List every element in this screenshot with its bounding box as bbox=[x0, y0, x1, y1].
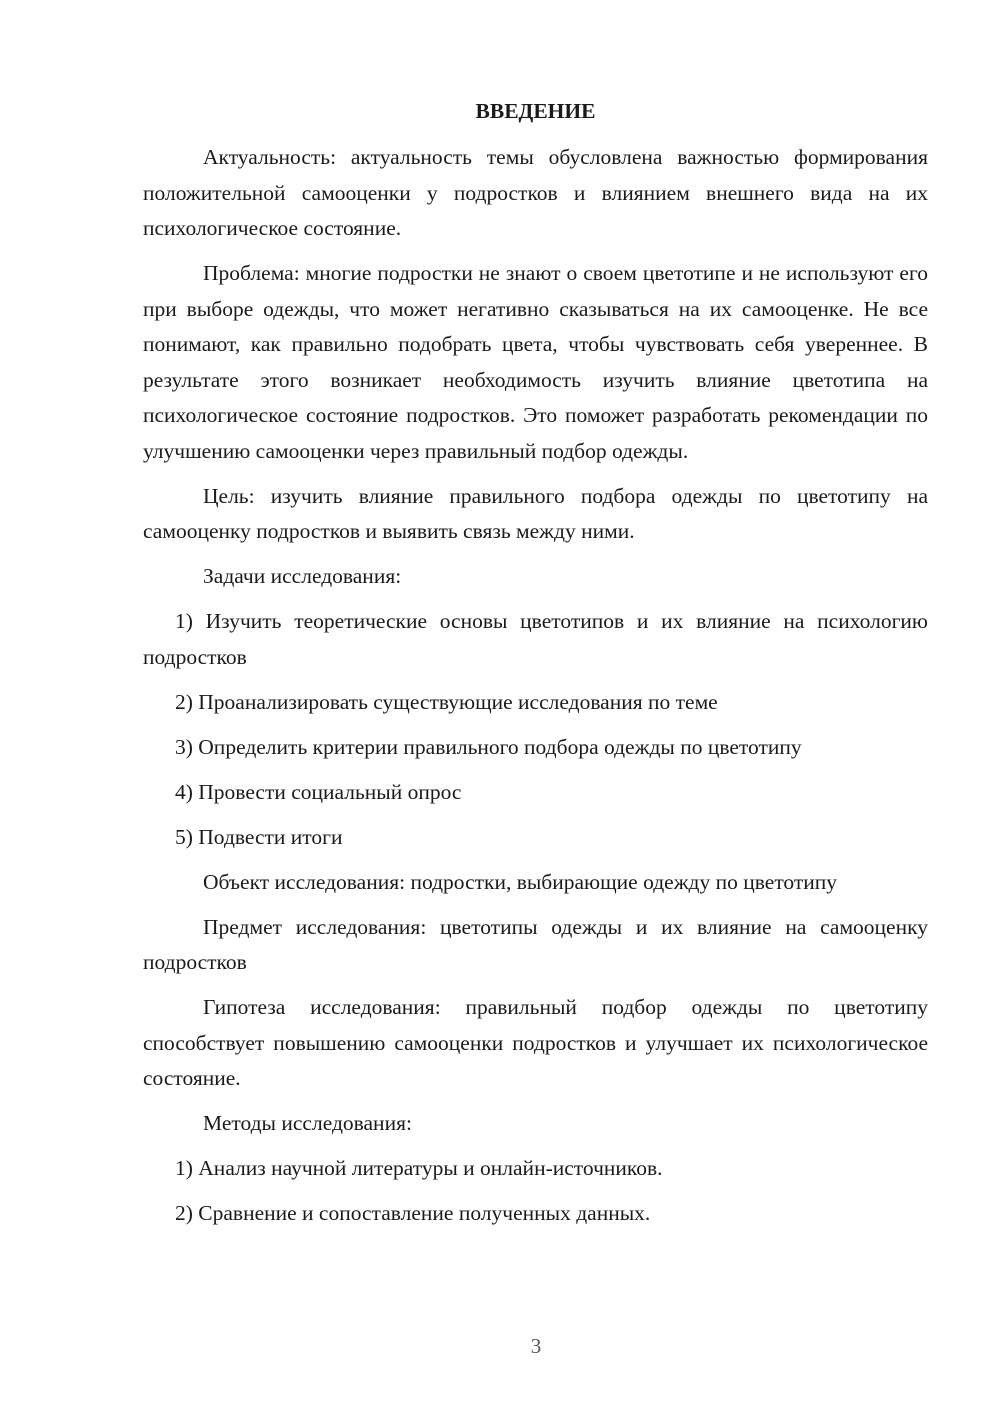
paragraph-problem: Проблема: многие подростки не знают о своем цветотипе и не используют его при выборе одежды, что может негативно сказываться на их самооценке. Не все понимают, как правильно подобрать цвета, чтобы чувствовать себя увереннее. В результате этого возникает необходимость изучить влияние цветотипа на психологическое состояние подростков. Это поможет разработать рекомендации по улучшению самооценки через правильный подбор одежды. bbox=[143, 261, 928, 463]
paragraph-methods-heading: Методы исследования: bbox=[203, 1111, 412, 1135]
task-item: 2) Проанализировать существующие исследования по теме bbox=[175, 689, 718, 714]
method-item: 2) Сравнение и сопоставление полученных данных. bbox=[175, 1201, 651, 1225]
task-item: 1) Изучить теоретические основы цветотипов и их влияние на психологию подростков bbox=[143, 609, 928, 669]
task-item: 5) Подвести итоги bbox=[175, 824, 343, 849]
method-item: 1) Анализ научной литературы и онлайн-источников. bbox=[175, 1156, 663, 1180]
paragraph-hypothesis: Гипотеза исследования: правильный подбор одежды по цветотипу способствует повышению самооценки подростков и улучшает их психологическое состояние. bbox=[143, 995, 928, 1090]
paragraph-goal: Цель: изучить влияние правильного подбора одежды по цветотипу на самооценку подростков и выявить связь между ними. bbox=[143, 483, 928, 543]
paragraph-subject: Предмет исследования: цветотипы одежды и их влияние на самооценку подростков bbox=[143, 914, 928, 974]
paragraph-relevance: Актуальность: актуальность темы обусловлена важностью формирования положительной самооценки у подростков и влиянием внешнего вида на их психологическое состояние. bbox=[143, 145, 928, 240]
paragraph-object: Объект исследования: подростки, выбирающие одежду по цветотипу bbox=[203, 869, 838, 894]
page-number: 3 bbox=[530, 1334, 542, 1358]
task-item: 3) Определить критерии правильного подбора одежды по цветотипу bbox=[175, 734, 802, 759]
paragraph-tasks-heading: Задачи исследования: bbox=[203, 564, 402, 588]
task-item: 4) Провести социальный опрос bbox=[175, 779, 462, 804]
section-heading: ВВЕДЕНИЕ bbox=[475, 99, 596, 123]
document-page bbox=[143, 92, 928, 1241]
